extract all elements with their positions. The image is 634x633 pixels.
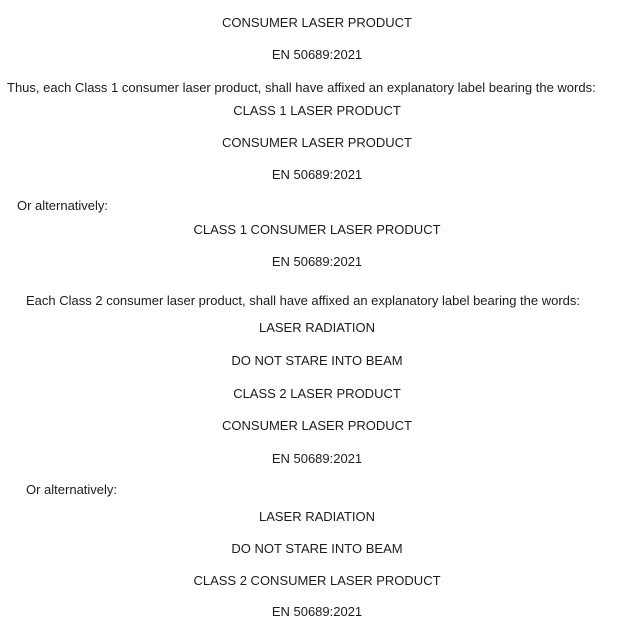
paragraph-or-alternatively: Or alternatively:: [26, 482, 118, 497]
label-line-en-standard: EN 50689:2021: [271, 167, 363, 182]
label-line-class2-consumer-laser-product: CLASS 2 CONSUMER LASER PRODUCT: [193, 573, 441, 588]
label-line-class1-laser-product: CLASS 1 LASER PRODUCT: [233, 103, 401, 118]
label-line-laser-radiation: LASER RADIATION: [258, 509, 376, 524]
paragraph-class2-requirement: Each Class 2 consumer laser product, shall have affixed an explanatory label bearing the words:: [26, 293, 581, 308]
paragraph-or-alternatively: Or alternatively:: [17, 198, 109, 213]
label-line-consumer-laser-product: CONSUMER LASER PRODUCT: [222, 135, 412, 150]
label-line-do-not-stare: DO NOT STARE INTO BEAM: [231, 353, 403, 368]
label-line-en-standard: EN 50689:2021: [271, 47, 363, 62]
label-line-do-not-stare: DO NOT STARE INTO BEAM: [231, 541, 403, 556]
label-line-consumer-laser-product: CONSUMER LASER PRODUCT: [222, 418, 412, 433]
label-line-en-standard: EN 50689:2021: [271, 604, 363, 619]
label-line-laser-radiation: LASER RADIATION: [258, 320, 376, 335]
label-line-class1-consumer-laser-product: CLASS 1 CONSUMER LASER PRODUCT: [193, 222, 441, 237]
label-line-en-standard: EN 50689:2021: [271, 254, 363, 269]
label-line-class2-laser-product: CLASS 2 LASER PRODUCT: [233, 386, 401, 401]
label-line-en-standard: EN 50689:2021: [271, 451, 363, 466]
label-line-consumer-laser-product: CONSUMER LASER PRODUCT: [222, 15, 412, 30]
paragraph-class1-requirement: Thus, each Class 1 consumer laser product, shall have affixed an explanatory label bearing the words:: [7, 80, 596, 95]
